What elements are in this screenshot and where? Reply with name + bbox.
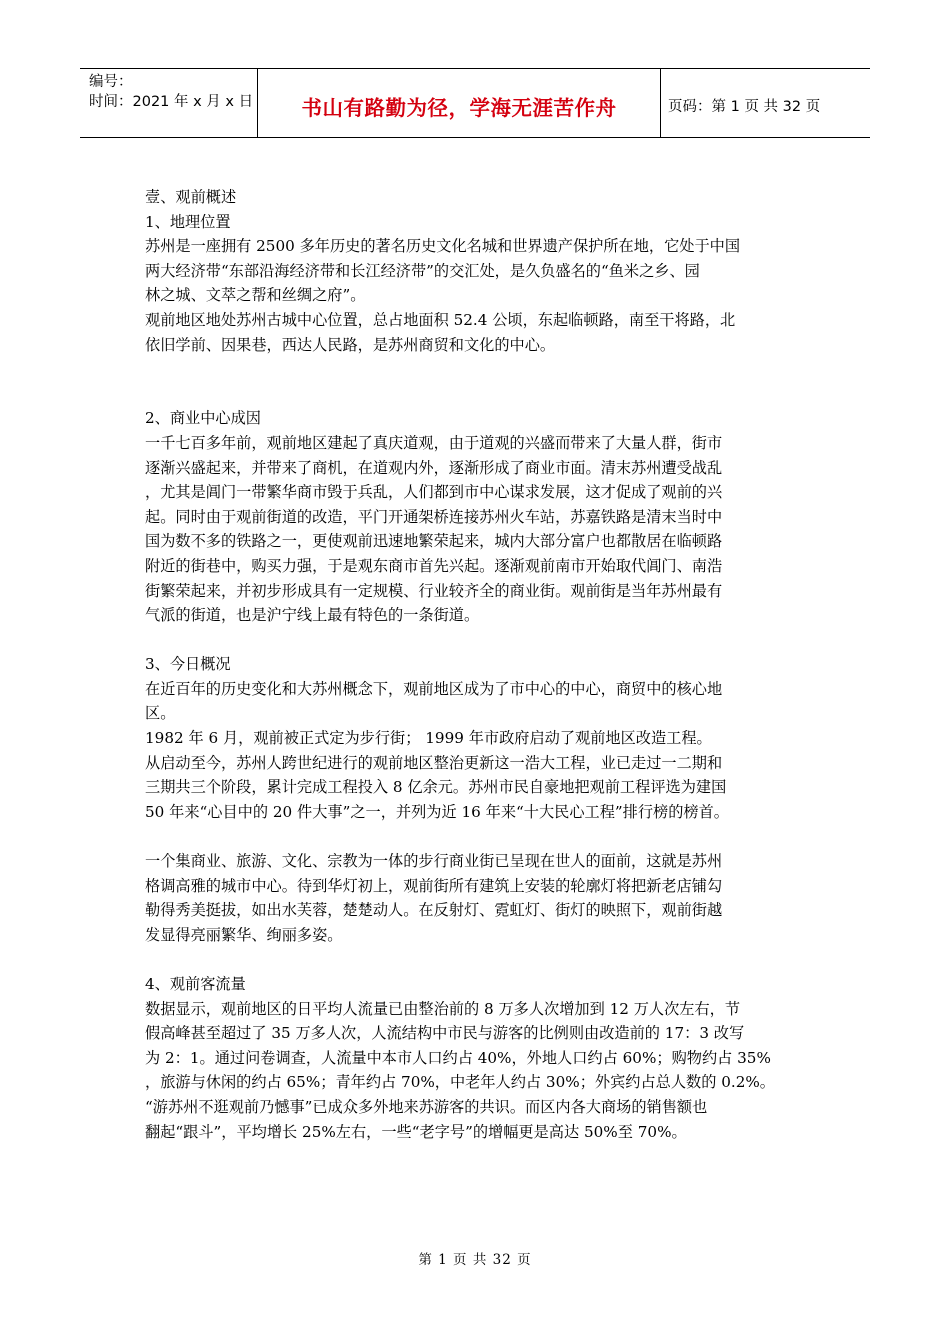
paragraph-line: 国为数不多的铁路之一，更使观前迅速地繁荣起来，城内大部分富户也都散居在临顿路	[145, 532, 723, 551]
paragraph-line: 苏州是一座拥有 2500 多年历史的著名历史文化名城和世界遗产保护所在地，它处于中国	[145, 237, 741, 256]
paragraph-line: ，尤其是阊门一带繁华商市毁于兵乱，人们都到市中心谋求发展，这才促成了观前的兴	[145, 483, 723, 502]
paragraph-line: “游苏州不逛观前乃憾事”已成众多外地来苏游客的共识。而区内各大商场的销售额也	[145, 1097, 708, 1116]
header-divider	[660, 69, 661, 137]
page-footer: 第 1 页 共 32 页	[418, 1252, 532, 1268]
paragraph-line: 为 2：1。通过问卷调查，人流量中本市人口约占 40%，外地人口约占 60%；购物约占 35%	[145, 1048, 771, 1067]
paragraph-line: 逐渐兴盛起来，并带来了商机，在道观内外，逐渐形成了商业市面。清末苏州遭受战乱	[145, 458, 723, 477]
header-page-info: 页码：第 1 页 共 32 页	[668, 99, 821, 115]
paragraph-line: 依旧学前、因果巷，西达人民路，是苏州商贸和文化的中心。	[145, 335, 556, 354]
paragraph-line: 在近百年的历史变化和大苏州概念下，观前地区成为了市中心的中心，商贸中的核心地	[145, 679, 723, 698]
paragraph-line: 三期共三个阶段，累计完成工程投入 8 亿余元。苏州市民自豪地把观前工程评选为建国	[145, 778, 727, 797]
time-label: 时间：2021 年 x 月 x 日	[89, 94, 254, 110]
paragraph-line: 数据显示，观前地区的日平均人流量已由整治前的 8 万多人次增加到 12 万人次左右，节	[145, 999, 741, 1018]
paragraph-line: 翻起“跟斗”，平均增长 25%左右，一些“老字号”的增幅更是高达 50%至 70%。	[145, 1122, 687, 1141]
paragraph-line: 附近的街巷中，购买力强，于是观东商市首先兴起。逐渐观前南市开始取代阊门、南浩	[145, 556, 723, 575]
paragraph-line: 气派的街道，也是沪宁线上最有特色的一条街道。	[145, 606, 480, 625]
section-heading: 壹、观前概述	[145, 188, 237, 206]
paragraph-line: 勒得秀美挺拔，如出水芙蓉，楚楚动人。在反射灯、霓虹灯、街灯的映照下，观前街越	[145, 901, 723, 920]
paragraph-line: 50 年来“心目中的 20 件大事”之一，并列为近 16 年来“十大民心工程”排行榜的榜首。	[145, 802, 729, 821]
paragraph-line: 起。同时由于观前街道的改造，平门开通架桥连接苏州火车站，苏嘉铁路是清末当时中	[145, 507, 723, 526]
paragraph-line: 观前地区地处苏州古城中心位置，总占地面积 52.4 公顷，东起临顿路，南至干将路，北	[145, 310, 736, 329]
paragraph-line: 两大经济带“东部沿海经济带和长江经济带”的交汇处，是久负盛名的“鱼米之乡、园	[145, 261, 700, 280]
subsection-heading: 2、商业中心成因	[145, 409, 261, 428]
paragraph-line: 区。	[145, 704, 176, 723]
paragraph-line: 街繁荣起来，并初步形成具有一定规模、行业较齐全的商业街。观前街是当年苏州最有	[145, 581, 723, 600]
paragraph-line: 林之城、文萃之帮和丝绸之府”。	[145, 286, 366, 305]
header-motto: 书山有路勤为径，学海无涯苦作舟	[301, 96, 617, 120]
document-body	[145, 185, 805, 1144]
number-label: 编号：	[89, 74, 133, 90]
paragraph-line: 从启动至今，苏州人跨世纪进行的观前地区整治更新这一浩大工程，业已走过一二期和	[145, 753, 723, 772]
paragraph-line: 发显得亮丽繁华、绚丽多姿。	[145, 925, 343, 944]
subsection-heading: 1、地理位置	[145, 212, 231, 231]
header-meta	[89, 72, 253, 112]
subsection-heading: 3、今日概况	[145, 655, 231, 674]
paragraph-line: ，旅游与休闲的约占 65%；青年约占 70%，中老年人约占 30%；外宾约占总人数的 0.2%。	[145, 1073, 775, 1092]
paragraph-line: 一个集商业、旅游、文化、宗教为一体的步行商业街已呈现在世人的面前，这就是苏州	[145, 852, 723, 871]
paragraph-line: 1982 年 6 月，观前被正式定为步行街； 1999 年市政府启动了观前地区改造工程。	[145, 729, 712, 748]
paragraph-line: 假高峰甚至超过了 35 万多人次，人流结构中市民与游客的比例则由改造前的 17：3 改写	[145, 1024, 745, 1043]
paragraph-line: 一千七百多年前，观前地区建起了真庆道观，由于道观的兴盛而带来了大量人群，街市	[145, 433, 723, 452]
subsection-heading: 4、观前客流量	[145, 975, 246, 993]
paragraph-line: 格调高雅的城市中心。待到华灯初上，观前街所有建筑上安装的轮廓灯将把新老店铺勾	[145, 876, 723, 895]
page-header	[80, 68, 870, 138]
